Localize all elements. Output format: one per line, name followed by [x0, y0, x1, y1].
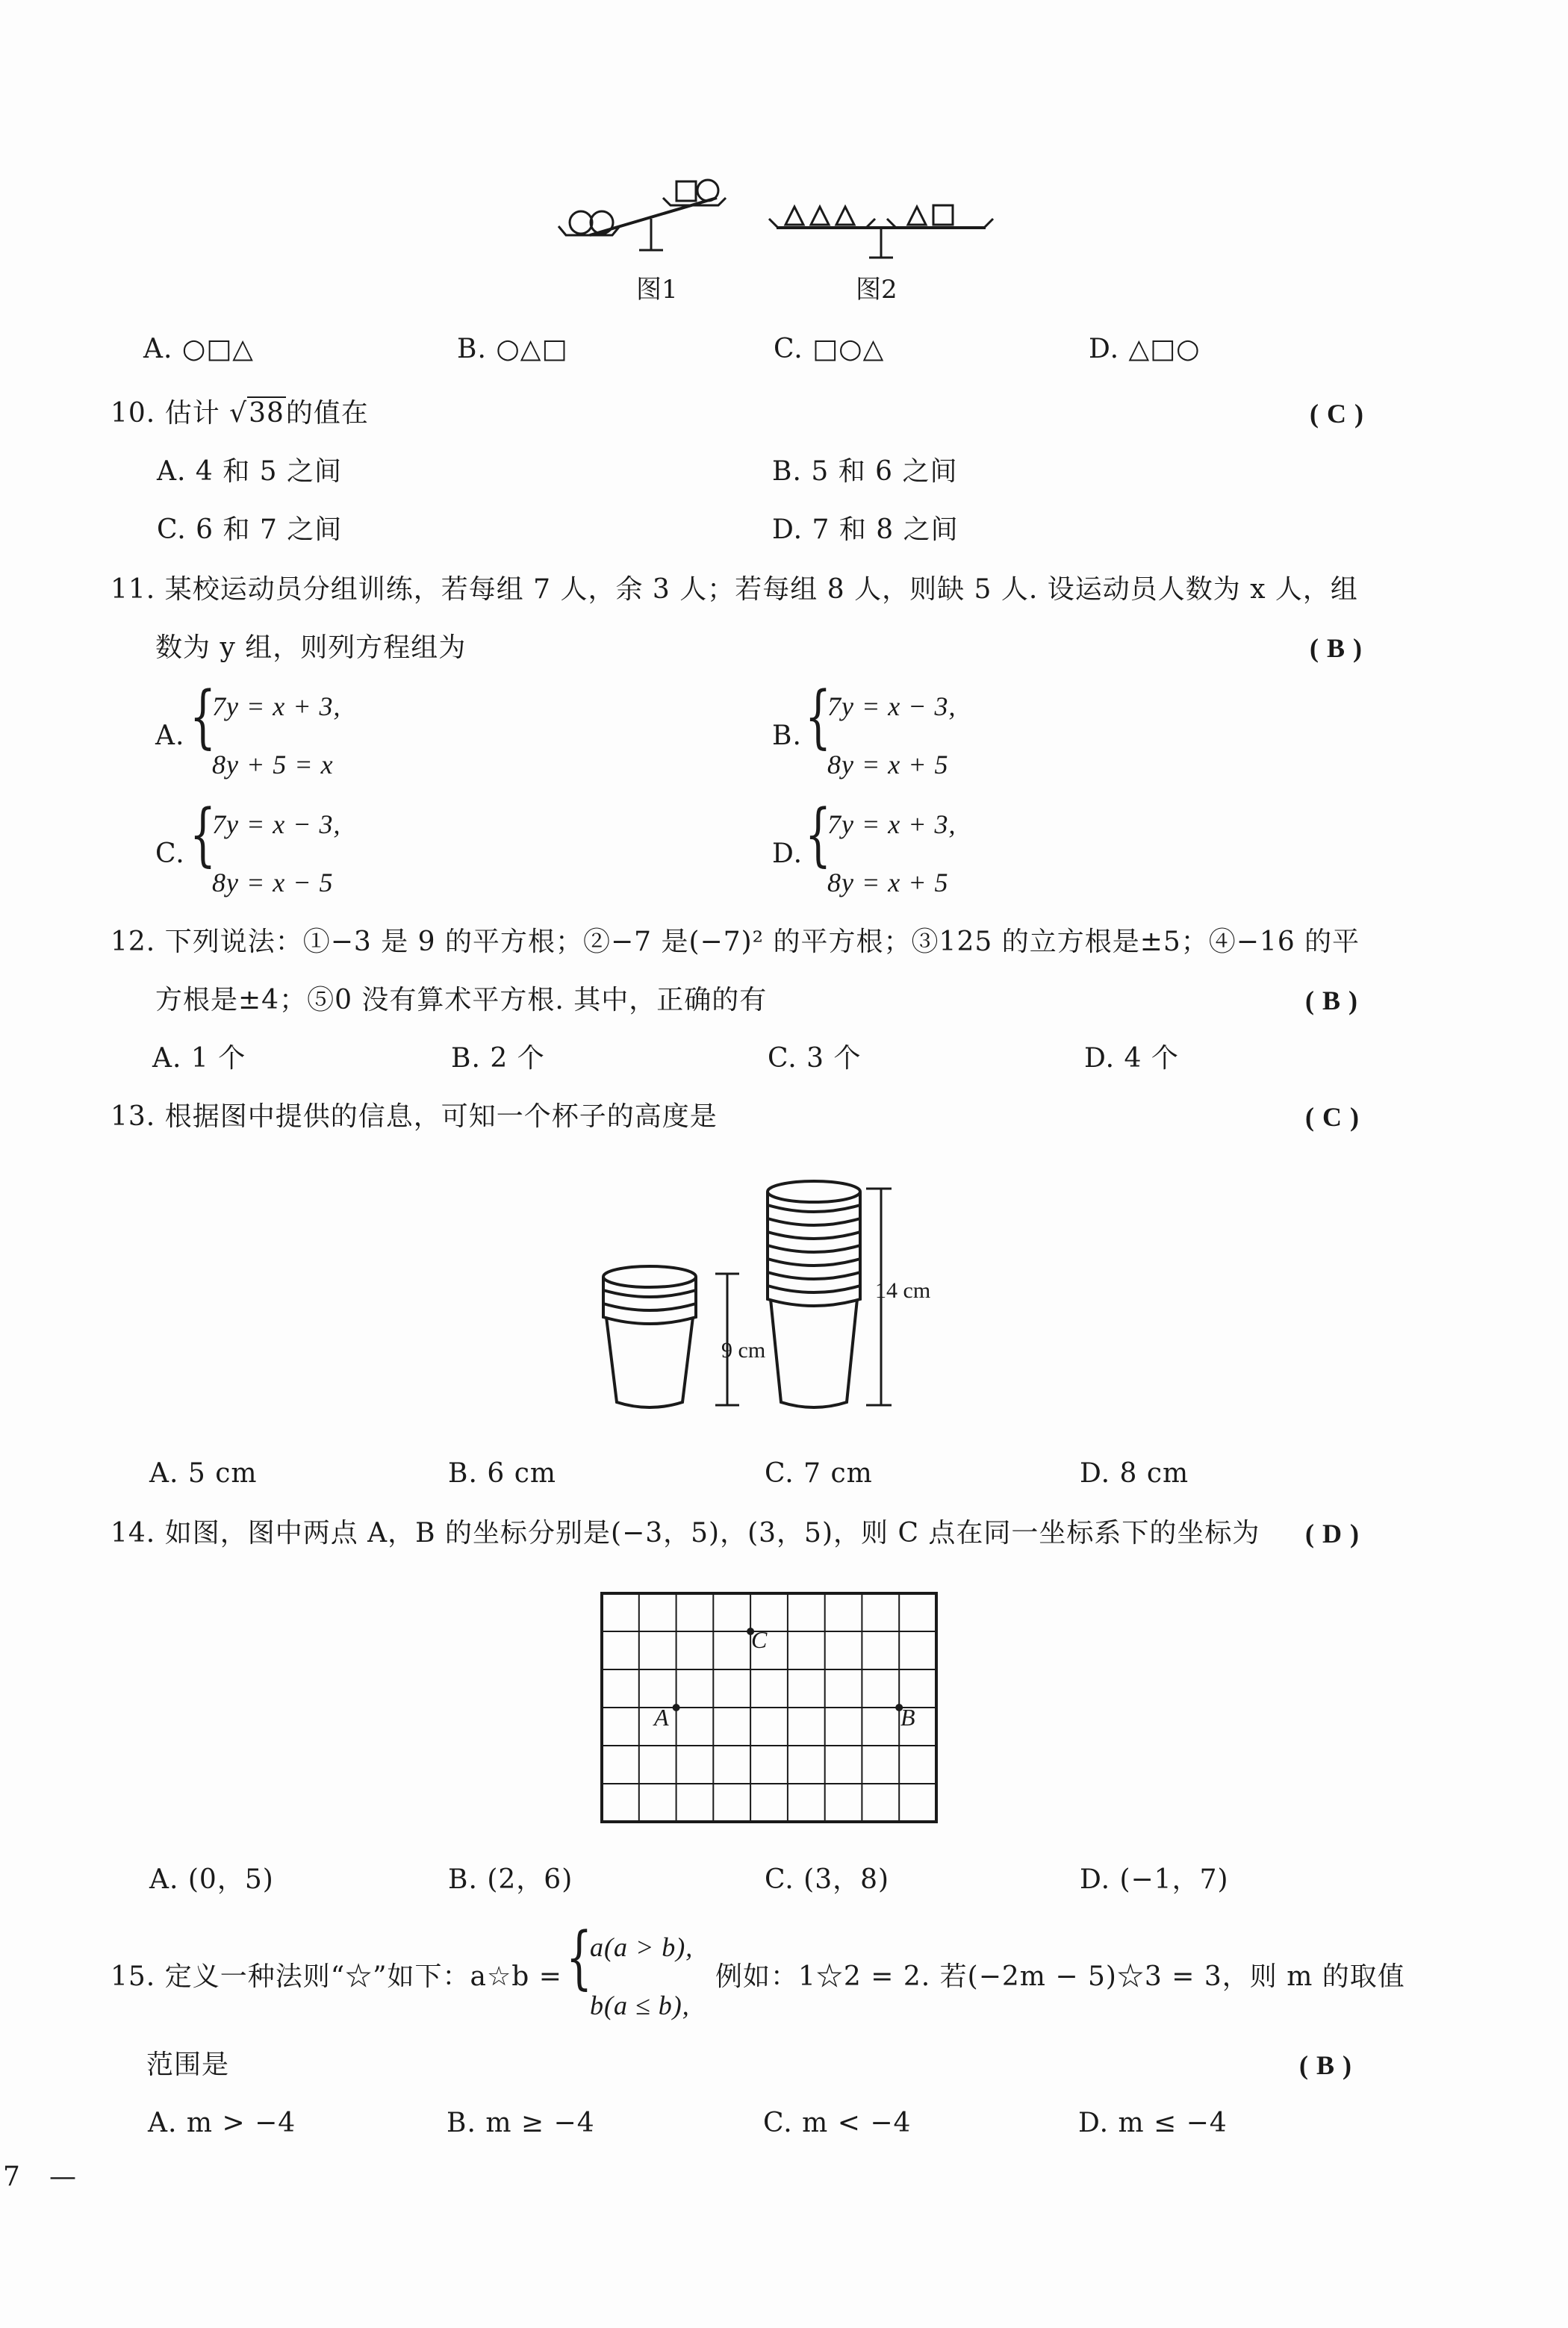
- balance-figure-2: [769, 190, 993, 265]
- short-cup-stack: [603, 1266, 696, 1407]
- q14-option-b: B. (2，6): [448, 1864, 573, 1895]
- point-b-label: B: [900, 1704, 915, 1731]
- q9-option-c: C. □○△: [774, 334, 885, 364]
- q10-option-a: A. 4 和 5 之间: [157, 456, 343, 487]
- q13-stem: 13. 根据图中提供的信息，可知一个杯子的高度是: [111, 1101, 718, 1132]
- q15-brace: {: [566, 1917, 593, 1997]
- q13-option-b: B. 6 cm: [448, 1458, 556, 1489]
- q15-option-d: D. m ≤ −4: [1078, 2108, 1228, 2138]
- q13-option-c: C. 7 cm: [765, 1458, 873, 1489]
- q10-stem: 10. 估计 √38的值在: [111, 398, 369, 429]
- q14-option-d: D. (−1，7): [1080, 1864, 1229, 1895]
- tall-cup-stack: [768, 1181, 860, 1407]
- q12-option-c: C. 3 个: [768, 1043, 862, 1074]
- q12-stem-line2: 方根是±4；⑤0 没有算术平方根. 其中，正确的有: [155, 985, 768, 1015]
- q11-option-b-letter: B.: [772, 721, 802, 751]
- q11-option-c-letter: C.: [155, 838, 185, 869]
- q12-option-a: A. 1 个: [152, 1043, 246, 1074]
- q11-option-c-eq1: 7y = x − 3,: [212, 809, 341, 839]
- q14-stem: 14. 如图，图中两点 A，B 的坐标分别是(−3，5)，(3，5)，则 C 点在同一坐标系下的坐标为: [111, 1518, 1260, 1549]
- label-9cm: 9 cm: [721, 1338, 766, 1363]
- q13-option-a: A. 5 cm: [149, 1458, 258, 1489]
- q12-stem-line1: 12. 下列说法：①−3 是 9 的平方根；②−7 是(−7)² 的平方根；③125 的立方根是±5；④−16 的平: [111, 927, 1360, 957]
- q13-option-d: D. 8 cm: [1080, 1458, 1189, 1489]
- q10-answer: ( C ): [1310, 399, 1364, 429]
- label-14cm: 14 cm: [875, 1278, 931, 1303]
- q11-option-c-eq2: 8y = x − 5: [212, 868, 334, 897]
- q14-answer: ( D ): [1305, 1519, 1360, 1549]
- q12-option-d: D. 4 个: [1084, 1043, 1179, 1074]
- radicand: 38: [249, 398, 284, 429]
- q11-option-b-brace: {: [805, 676, 832, 756]
- q15-stem-suffix: 例如：1☆2 = 2. 若(−2m − 5)☆3 = 3，则 m 的取值: [715, 1961, 1405, 1992]
- q15-option-b: B. m ≥ −4: [447, 2108, 595, 2138]
- q12-option-b: B. 2 个: [451, 1043, 545, 1074]
- q11-stem-line1: 11. 某校运动员分组训练，若每组 7 人，余 3 人；若每组 8 人，则缺 5 人. 设运动员人数为 x 人，组: [111, 574, 1358, 605]
- q15-answer: ( B ): [1299, 2050, 1352, 2080]
- sqrt-sign: √: [229, 398, 248, 429]
- q11-option-a-brace: {: [190, 676, 217, 756]
- point-a-label: A: [654, 1704, 669, 1731]
- q9-option-d: D. △□○: [1089, 334, 1201, 364]
- q11-option-b-eq2: 8y = x + 5: [827, 750, 949, 779]
- q9-option-a: A. ○□△: [143, 334, 254, 364]
- q11-answer: ( B ): [1310, 633, 1363, 663]
- q14-option-a: A. (0，5): [149, 1864, 274, 1895]
- q14-option-c: C. (3，8): [765, 1864, 890, 1895]
- q15-stem-prefix: 15. 定义一种法则“☆”如下：a☆b =: [111, 1961, 562, 1992]
- q11-option-d-eq1: 7y = x + 3,: [827, 809, 956, 839]
- footer-dash: —: [49, 2162, 77, 2192]
- q15-stem-line2: 范围是: [146, 2050, 230, 2080]
- q15-case1: a(a > b),: [590, 1932, 694, 1962]
- q11-option-a-letter: A.: [155, 721, 185, 751]
- q12-answer: ( B ): [1305, 986, 1358, 1015]
- point-a-dot: [673, 1704, 680, 1711]
- figure-2-label: 图2: [856, 275, 897, 305]
- q11-stem-line2: 数为 y 组，则列方程组为: [155, 632, 467, 663]
- q15-option-a: A. m > −4: [148, 2108, 296, 2138]
- coordinate-grid: [600, 1592, 938, 1823]
- q11-option-b-eq1: 7y = x − 3,: [827, 691, 956, 721]
- q10-option-c: C. 6 和 7 之间: [157, 514, 343, 545]
- page-number: 7: [3, 2162, 21, 2192]
- q11-option-a-eq1: 7y = x + 3,: [212, 691, 341, 721]
- q10-option-d: D. 7 和 8 之间: [772, 514, 959, 545]
- point-c-label: C: [751, 1626, 768, 1653]
- q15-option-c: C. m < −4: [763, 2108, 912, 2138]
- q13-answer: ( C ): [1305, 1102, 1360, 1132]
- balance-figure-1: [553, 175, 747, 265]
- q11-option-c-brace: {: [190, 794, 217, 874]
- q11-option-a-eq2: 8y + 5 = x: [212, 750, 334, 779]
- q11-option-d-brace: {: [805, 794, 832, 874]
- q9-option-b: B. ○△□: [457, 334, 568, 364]
- q11-option-d-letter: D.: [772, 838, 803, 869]
- figure-1-label: 图1: [636, 275, 678, 305]
- q15-case2: b(a ≤ b),: [590, 1991, 690, 2020]
- q11-option-d-eq2: 8y = x + 5: [827, 868, 949, 897]
- q10-option-b: B. 5 和 6 之间: [772, 456, 958, 487]
